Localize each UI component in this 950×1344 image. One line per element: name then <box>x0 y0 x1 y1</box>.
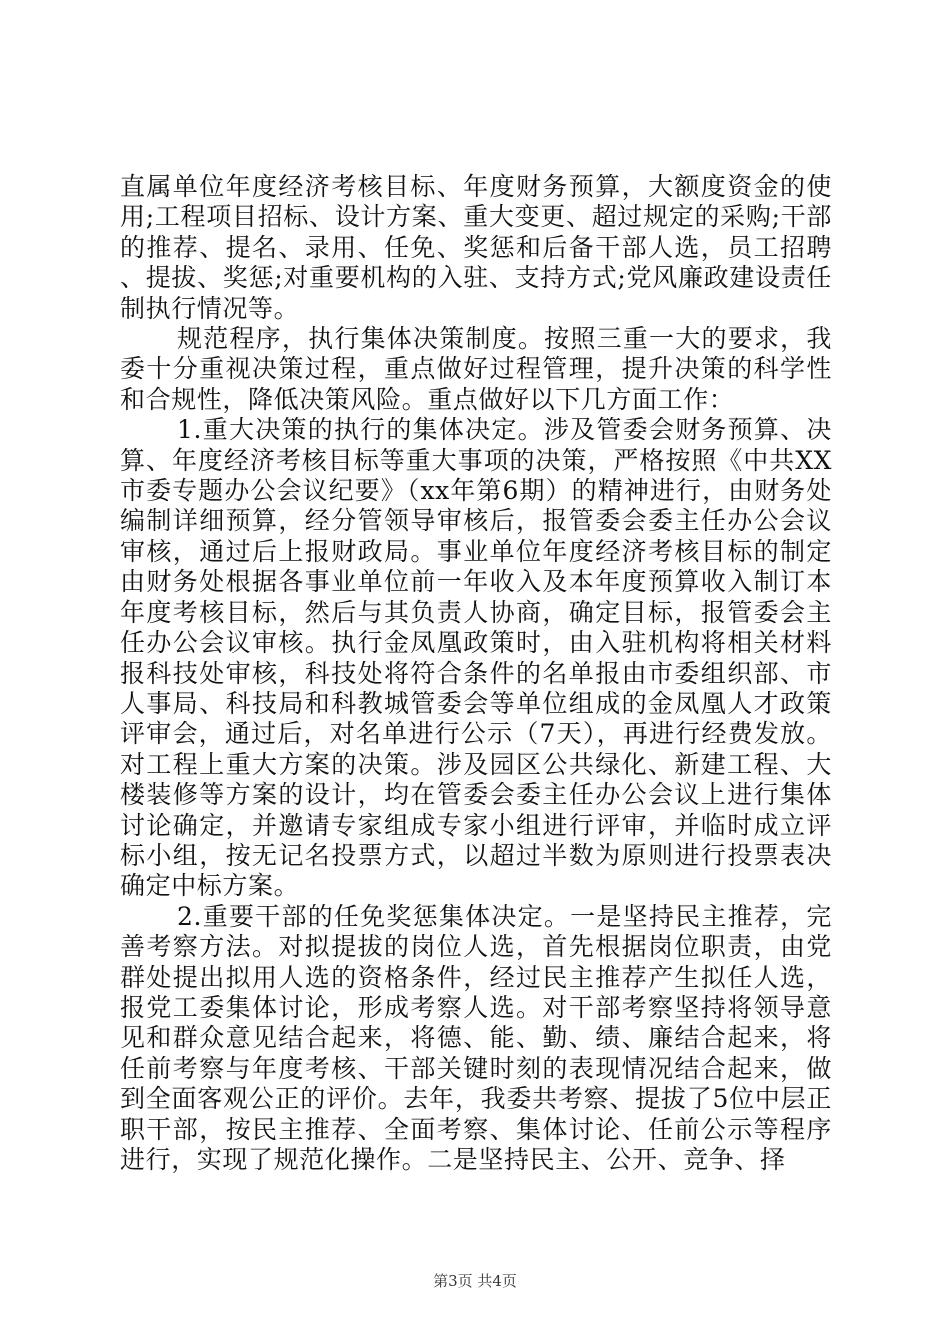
paragraph: 规范程序，执行集体决策制度。按照三重一大的要求，我委十分重视决策过程，重点做好过程管理，提升决策的科学性和合规性，降低决策风险。重点做好以下几方面工作： <box>120 324 832 414</box>
document-body <box>120 172 832 1175</box>
page-number-footer: 第3页 共4页 <box>433 1272 517 1290</box>
paragraph: 直属单位年度经济考核目标、年度财务预算，大额度资金的使用;工程项目招标、设计方案、重大变更、超过规定的采购;干部的推荐、提名、录用、任免、奖惩和后备干部人选，员工招聘、提拔、奖惩;对重要机构的入驻、支持方式;党风廉政建设责任制执行情况等。 <box>120 172 832 323</box>
paragraph: 2.重要干部的任免奖惩集体决定。一是坚持民主推荐，完善考察方法。对拟提拔的岗位人选，首先根据岗位职责，由党群处提出拟用人选的资格条件，经过民主推荐产生拟任人选，报党工委集体讨论，形成考察人选。对干部考察坚持将领导意见和群众意见结合起来，将德、能、勤、绩、廉结合起来，将任前考察与年度考核、干部关键时刻的表现情况结合起来，做到全面客观公正的评价。去年，我委共考察、提拔了5位中层正职干部，按民主推荐、全面考察、集体讨论、任前公示等程序进行，实现了规范化操作。二是坚持民主、公开、竞争、择 <box>120 901 832 1174</box>
paragraph: 1.重大决策的执行的集体决定。涉及管委会财务预算、决算、年度经济考核目标等重大事项的决策，严格按照《中共XX市委专题办公会议纪要》（xx年第6期）的精神进行，由财务处编制详细预算，经分管领导审核后，报管委会委主任办公会议审核，通过后上报财政局。事业单位年度经济考核目标的制定由财务处根据各事业单位前一年收入及本年度预算收入制订本年度考核目标，然后与其负责人协商，确定目标，报管委会主任办公会议审核。执行金凤凰政策时，由入驻机构将相关材料报科技处审核，科技处将符合条件的名单报由市委组织部、市人事局、科技局和科教城管委会等单位组成的金凤凰人才政策评审会，通过后，对名单进行公示（7天），再进行经费发放。对工程上重大方案的决策。涉及园区公共绿化、新建工程、大楼装修等方案的设计，均在管委会委主任办公会议上进行集体讨论确定，并邀请专家组成专家小组进行评审，并临时成立评标小组，按无记名投票方式，以超过半数为原则进行投票表决确定中标方案。 <box>120 415 832 901</box>
